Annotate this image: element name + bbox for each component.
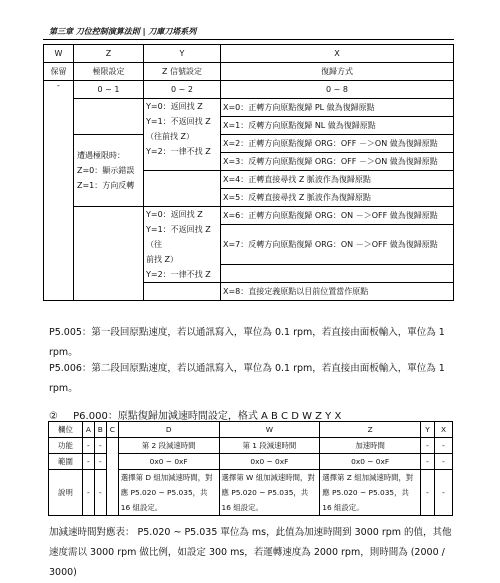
range-row: [44, 81, 454, 99]
t2-h-z: Z: [320, 422, 421, 438]
x-row-3: X=3：反轉方向原點復歸 ORG：OFF －＞ON 做為復歸原點: [221, 153, 454, 171]
t2-desc-row: 說明 - - 選擇第 D 組加減速時間，對應 P5.020 ~ P5.035，共 16 組設定。 選擇第 W 組加減速時間，對應 P5.020 ~ P5.035，共 16 組設定。 選擇第 Z 組加減速時間，對應 P5.020 ~ P5.035，共 16 組設定。 - -: [49, 470, 453, 516]
x-row-7: X=7：反轉方向原點復歸 ORG：ON －＞OFF 做為復歸原點: [221, 225, 454, 265]
section-text: P6.000：原點復歸加減速時間設定，格式 A B C D W Z Y X: [73, 411, 342, 422]
y-group-2: Y=0：返回找 Z Y=1：不返回找 Z（往 前找 Z） Y=2：一律不找 Z: [144, 207, 221, 283]
x-row-0: X=0：正轉方向原點復歸 PL 做為復歸原點: [221, 99, 454, 117]
x-row-2: X=2：正轉方向原點復歸 ORG：OFF －＞ON 做為復歸原點: [221, 135, 454, 153]
t2-h-b: B: [94, 422, 106, 438]
t2-func-d: 第 2 段減速時間: [118, 438, 219, 454]
t2-header-row: [49, 422, 453, 438]
z-blank-bottom: [74, 207, 144, 301]
desc-row: [44, 63, 454, 81]
t2-range-w: 0x0 ~ 0xF: [219, 454, 320, 470]
t2-func-z: 加速時間: [320, 438, 421, 454]
t2-h-a: A: [82, 422, 94, 438]
t2-func-row: 功能 - - 第 2 段減速時間 第 1 段減速時間 加速時間 - -: [49, 438, 453, 454]
accel-table-paragraph: 加減速時間對應表： P5.020 ~ P5.035 單位為 ms，此值為加速時間到 3000 rpm 的值，其他速度需以 3000 rpm 做比例，如設定 300 ms，若運轉速度為 2000 rpm，則時間為 (2000 / 3000): [49, 527, 452, 578]
z-blank-top: [74, 99, 144, 135]
section-number: ②: [49, 411, 58, 422]
t2-desc-label: 說明: [49, 470, 83, 516]
t2-desc-d: 選擇第 D 組加減速時間，對應 P5.020 ~ P5.035，共 16 組設定。: [118, 470, 219, 516]
t2-h-field: 欄位: [49, 422, 83, 438]
t2-h-y: Y: [421, 422, 435, 438]
t2-range-row: 範圍 - - 0x0 ~ 0xF 0x0 ~ 0xF 0x0 ~ 0xF - -: [49, 454, 453, 470]
p6000-format-table: [48, 421, 453, 516]
col-x: X: [221, 45, 454, 63]
w-desc: 保留: [44, 63, 74, 81]
t2-h-c: C: [106, 422, 118, 438]
t2-h-d: D: [118, 422, 219, 438]
z-desc: 極限設定: [74, 63, 144, 81]
homing-format-table: [43, 44, 454, 301]
x-row-4: X=4：正轉直接尋找 Z 脈波作為復歸原點: [221, 171, 454, 189]
w-range: -: [44, 81, 74, 301]
y-blank-last: [144, 283, 221, 301]
z-limit-text: 遭遇極限時： Z=0：顯示錯誤 Z=1：方向反轉: [74, 135, 144, 207]
t2-desc-z: 選擇第 Z 組加減速時間，對應 P5.020 ~ P5.035，共 16 組設定。: [320, 470, 421, 516]
y-group-1: Y=0：返回找 Z Y=1：不返回找 Z （往前找 Z） Y=2：一律不找 Z: [144, 99, 221, 171]
section-heading: [49, 407, 341, 422]
col-z: Z: [74, 45, 144, 63]
x-row-1: X=1：反轉方向原點復歸 NL 做為復歸原點: [221, 117, 454, 135]
t2-func-label: 功能: [49, 438, 83, 454]
p5006-paragraph: P5.006：第二段回原點速度，若以通訊寫入，單位為 0.1 rpm，若直接由面板輸入，單位為 1 rpm。: [49, 363, 445, 394]
t2-range-d: 0x0 ~ 0xF: [118, 454, 219, 470]
x-blank: [221, 264, 454, 282]
y-blank: [144, 171, 221, 207]
col-w: W: [44, 45, 74, 63]
y-desc: Z 信號設定: [144, 63, 221, 81]
x-range: 0 ~ 8: [221, 81, 454, 99]
p5005-paragraph: P5.005：第一段回原點速度，若以通訊寫入，單位為 0.1 rpm，若直接由面板輸入，單位為 1 rpm。: [49, 327, 445, 358]
x-row-5: X=5：反轉直接尋找 Z 脈波作為復歸原點: [221, 189, 454, 207]
x-desc: 復歸方式: [221, 63, 454, 81]
header-rule: [43, 39, 454, 40]
page-header: 第三章 刀位控制演算法則 | 刀庫刀塔系列: [49, 27, 197, 36]
col-y: Y: [144, 45, 221, 63]
x-row-6: X=6：正轉方向原點復歸 ORG：ON －＞OFF 做為復歸原點: [221, 207, 454, 225]
t2-h-w: W: [219, 422, 320, 438]
t2-h-x: X: [434, 422, 452, 438]
z-range: 0 ~ 1: [74, 81, 144, 99]
header-row: [44, 45, 454, 63]
y-range: 0 ~ 2: [144, 81, 221, 99]
t2-range-label: 範圍: [49, 454, 83, 470]
t2-desc-w: 選擇第 W 組加減速時間，對應 P5.020 ~ P5.035，共 16 組設定。: [219, 470, 320, 516]
t2-func-w: 第 1 段減速時間: [219, 438, 320, 454]
t2-range-z: 0x0 ~ 0xF: [320, 454, 421, 470]
x-row-8: X=8：直接定義原點以目前位置當作原點: [221, 283, 454, 301]
